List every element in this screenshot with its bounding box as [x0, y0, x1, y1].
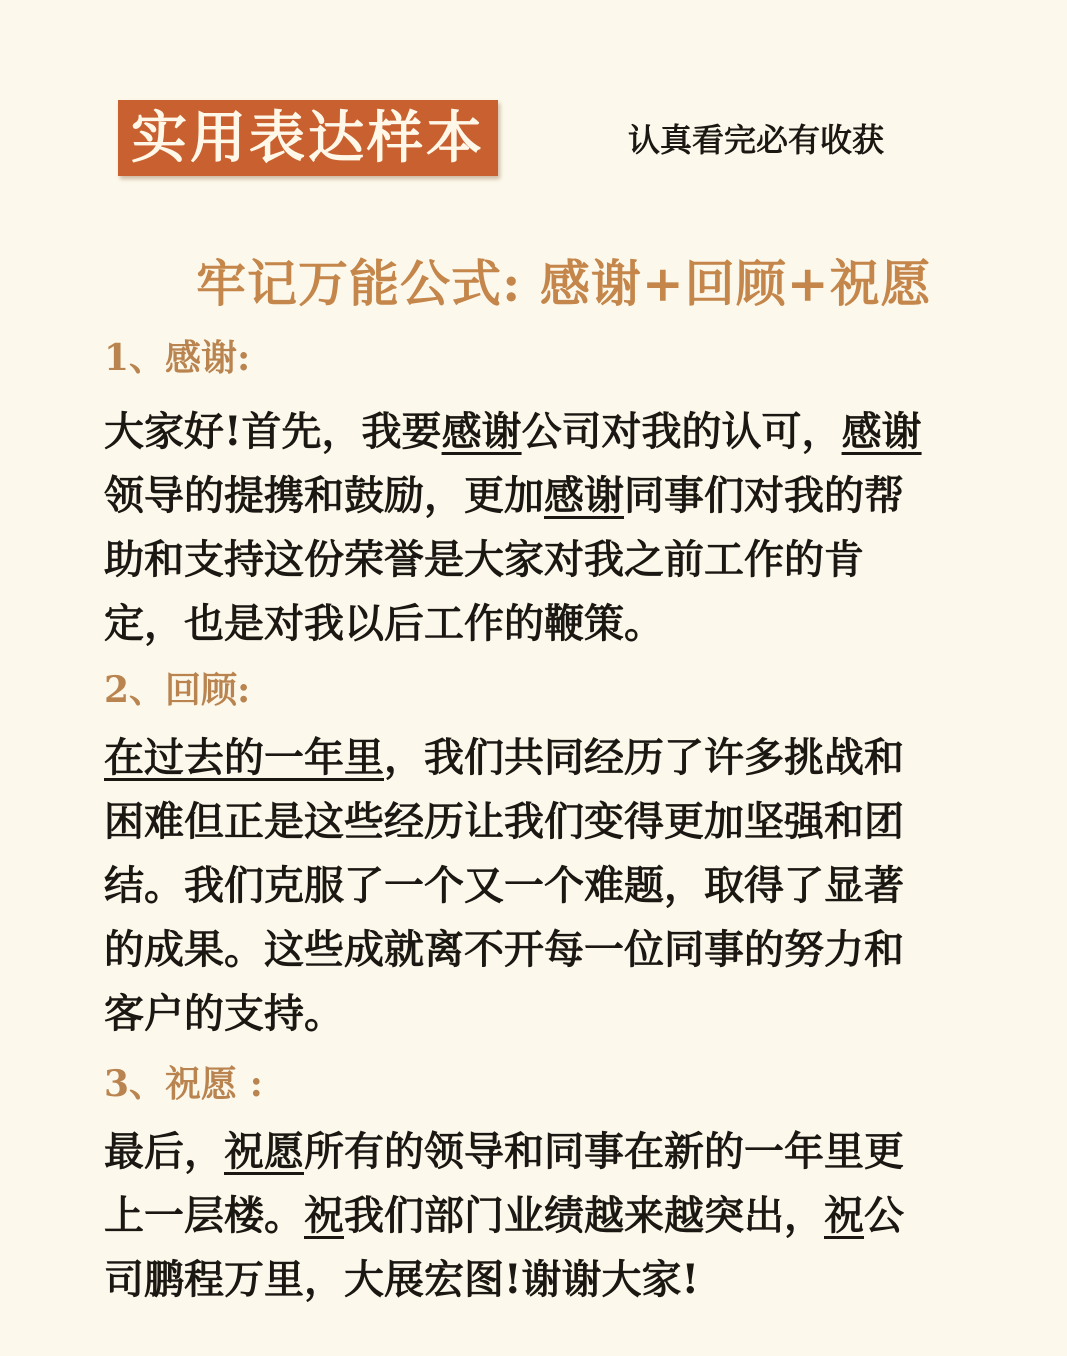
underlined-keyword: 祝愿 — [224, 1128, 304, 1175]
text-line — [104, 1248, 984, 1312]
section-heading-thanks: 1、感谢: — [104, 337, 251, 379]
text-line — [104, 592, 984, 656]
text-run: 同事们对我的帮 — [624, 472, 904, 519]
section-body-wishes — [104, 1120, 984, 1312]
underlined-keyword: 在过去的一年里 — [104, 734, 384, 781]
underlined-keyword: 感谢 — [441, 408, 522, 455]
underlined-keyword: 感谢 — [544, 472, 624, 519]
title-badge — [118, 100, 498, 176]
text-line — [104, 790, 984, 854]
section-heading-wishes: 3、祝愿 : — [104, 1063, 263, 1105]
underlined-keyword: 祝 — [824, 1192, 864, 1239]
text-line — [104, 400, 984, 464]
text-run: 领导的提携和鼓励，更加 — [104, 472, 544, 519]
text-line — [104, 464, 984, 528]
page-title: 实用表达样本 — [131, 105, 485, 171]
underlined-keyword: 感谢 — [841, 408, 922, 455]
page-subtitle: 认真看完必有收获 — [628, 121, 885, 159]
text-line — [104, 726, 984, 790]
text-run: 助和支持这份荣誉是大家对我之前工作的肯 — [104, 536, 864, 583]
text-run: 大家好!首先，我要 — [104, 408, 442, 455]
section-body-thanks — [104, 400, 984, 656]
text-run: 上一层楼。 — [104, 1192, 304, 1239]
section-heading-review: 2、回顾: — [104, 669, 251, 711]
text-line — [104, 982, 984, 1046]
text-run: 我们部门业绩越来越突出， — [344, 1192, 824, 1239]
text-run: 所有的领导和同事在新的一年里更 — [304, 1128, 904, 1175]
underlined-keyword: 祝 — [304, 1192, 344, 1239]
text-line — [104, 854, 984, 918]
text-run: 困难但正是这些经历让我们变得更加坚强和团 — [104, 798, 904, 845]
text-run: 公司对我的认可， — [521, 408, 842, 455]
text-line — [104, 528, 984, 592]
text-run: 结。我们克服了一个又一个难题，取得了显著 — [104, 862, 904, 909]
text-run: ，我们共同经历了许多挑战和 — [384, 734, 904, 781]
text-run: 客户的支持。 — [104, 990, 344, 1037]
text-run: 公 — [864, 1192, 904, 1239]
text-run: 的成果。这些成就离不开每一位同事的努力和 — [104, 926, 904, 973]
section-body-review — [104, 726, 984, 1046]
text-line — [104, 1120, 984, 1184]
text-line — [104, 1184, 984, 1248]
text-line — [104, 918, 984, 982]
text-run: 司鹏程万里，大展宏图!谢谢大家! — [104, 1256, 700, 1303]
text-run: 定，也是对我以后工作的鞭策。 — [104, 600, 664, 647]
text-run: 最后， — [104, 1128, 224, 1175]
formula-heading: 牢记万能公式: 感谢+回顾+祝愿 — [196, 254, 932, 313]
